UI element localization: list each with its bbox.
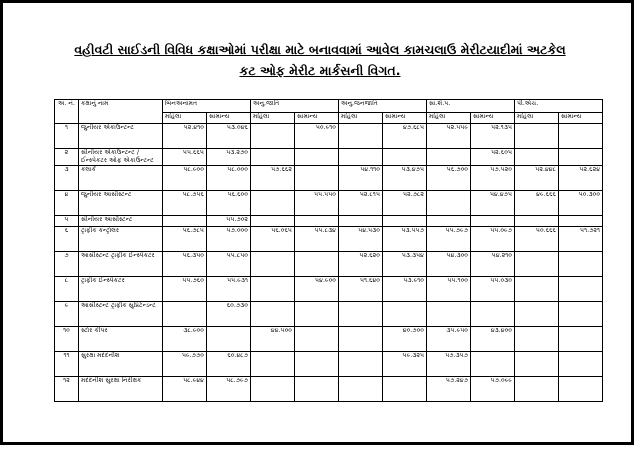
table-row xyxy=(55,377,603,402)
marks-cell xyxy=(295,377,339,402)
marks-cell: ૫૪.૫૩૦ xyxy=(339,227,383,252)
marks-cell xyxy=(471,302,515,327)
post-name-cell: ટ્રાફીક ઈન્સ્પેકટર xyxy=(79,277,163,302)
header-group-ph: પી.એચ. xyxy=(515,100,603,113)
post-name-cell: સુરક્ષા મદદનીશ xyxy=(79,352,163,377)
marks-cell: ૫૬.૦૬૫ xyxy=(251,227,295,252)
marks-cell: ૫૨.૫૫૯ xyxy=(427,124,471,149)
title-line-1: વહીવટી સાઈડની વિવિધ કક્ષાઓમાં પરીક્ષા માટે બનાવવામાં આવેલ કામચલાઉ મેરીટયાદીમાં અટકેલ xyxy=(74,42,566,57)
marks-cell xyxy=(295,252,339,277)
marks-cell: ૫૫.૧૦૦ xyxy=(427,277,471,302)
serial-number-cell: ૨ xyxy=(55,149,79,166)
marks-cell xyxy=(207,327,251,352)
table-row xyxy=(55,302,603,327)
header-group-sc: અનુ.જાતિ xyxy=(251,100,339,113)
header-serial-number: અ. નં. xyxy=(55,100,79,124)
marks-cell xyxy=(251,377,295,402)
marks-cell: ૫૭.૦૯૯ xyxy=(471,377,515,402)
table-row xyxy=(55,327,603,352)
subheader-general: સામાન્ય xyxy=(471,113,515,124)
post-name-cell: આસીસ્ટન્ટ ટ્રાફીક ઈન્સ્પેકટર xyxy=(79,252,163,277)
marks-cell: ૪૯.૬૬૬ xyxy=(515,191,559,216)
marks-cell xyxy=(471,216,515,227)
marks-cell: ૫૨.૧૩૫ xyxy=(471,124,515,149)
marks-cell xyxy=(251,191,295,216)
marks-cell xyxy=(559,327,603,352)
marks-cell: ૫૧.૭૨૧ xyxy=(559,227,603,252)
marks-cell: ૫૪.૧૧૦ xyxy=(339,166,383,191)
marks-cell xyxy=(515,124,559,149)
marks-cell: ૫૦.૬૬૬ xyxy=(515,227,559,252)
table-row xyxy=(55,227,603,252)
marks-cell xyxy=(559,302,603,327)
marks-cell xyxy=(427,216,471,227)
marks-cell xyxy=(339,352,383,377)
marks-cell xyxy=(339,377,383,402)
table-row xyxy=(55,277,603,302)
marks-cell: ૫૮.૦૦૦ xyxy=(207,166,251,191)
serial-number-cell: ૧૨ xyxy=(55,377,79,402)
subheader-female: મહિલા xyxy=(163,113,207,124)
table-row xyxy=(55,216,603,227)
marks-cell: ૫૩.૨૭૦ xyxy=(207,149,251,166)
marks-cell xyxy=(559,149,603,166)
marks-cell xyxy=(559,124,603,149)
marks-cell: ૫૫.૯૩૧ xyxy=(207,277,251,302)
table-row xyxy=(55,124,603,149)
post-name-cell: જુનીયર એકાઉન્ટન્ટ xyxy=(79,124,163,149)
header-group-sebc: સા.શૈ.પ. xyxy=(427,100,515,113)
marks-cell xyxy=(339,302,383,327)
marks-cell xyxy=(559,377,603,402)
marks-cell: ૫૪.૯૦૦ xyxy=(295,277,339,302)
marks-cell: ૫૪.૩૦૦ xyxy=(427,252,471,277)
marks-cell: ૪૦.૭૦૦ xyxy=(383,327,427,352)
marks-cell xyxy=(295,166,339,191)
marks-cell: ૫૨.૪૧૦ xyxy=(163,124,207,149)
marks-cell: ૫૮.૭૫૬ xyxy=(163,191,207,216)
subheader-general: સામાન્ય xyxy=(295,113,339,124)
marks-cell xyxy=(471,352,515,377)
marks-cell xyxy=(295,216,339,227)
marks-cell xyxy=(295,149,339,166)
marks-cell: ૫૮.૭૯૭ xyxy=(207,377,251,402)
marks-cell xyxy=(251,302,295,327)
marks-cell xyxy=(383,377,427,402)
marks-cell: ૫૩.૫૫૭ xyxy=(383,227,427,252)
marks-cell: ૫૭.૫૨૦ xyxy=(471,166,515,191)
marks-cell: ૬૦.૪૮૭ xyxy=(207,352,251,377)
marks-cell xyxy=(339,327,383,352)
marks-cell: ૫૪.૪૭૫ xyxy=(471,191,515,216)
marks-cell: ૪૩.૪૦૦ xyxy=(471,327,515,352)
marks-cell xyxy=(515,352,559,377)
marks-cell: ૩૫.૯૫૦ xyxy=(427,327,471,352)
serial-number-cell: ૭ xyxy=(55,252,79,277)
marks-cell: ૫૪.૨૧૦ xyxy=(471,252,515,277)
serial-number-cell: ૩ xyxy=(55,166,79,191)
marks-cell: ૩૮.૯૦૦ xyxy=(163,327,207,352)
post-name-cell: ટ્રાફીક કન્ટ્રોલર xyxy=(79,227,163,252)
marks-cell: ૫૬.૭૦૦ xyxy=(427,166,471,191)
marks-cell xyxy=(163,216,207,227)
marks-cell: ૬૦.૭૩૦ xyxy=(207,302,251,327)
marks-cell: ૫૫.૭૦૨ xyxy=(207,216,251,227)
marks-cell xyxy=(559,277,603,302)
marks-cell xyxy=(515,302,559,327)
subheader-general: સામાન્ય xyxy=(559,113,603,124)
marks-cell xyxy=(251,352,295,377)
marks-cell xyxy=(383,302,427,327)
marks-cell: ૫૭.૩૫૭ xyxy=(427,352,471,377)
marks-cell: ૫૭.૦૦૦ xyxy=(207,227,251,252)
marks-cell: ૫૬.૭૮૫ xyxy=(163,227,207,252)
post-name-cell: કલાર્ક xyxy=(79,166,163,191)
serial-number-cell: ૪ xyxy=(55,191,79,216)
marks-cell: ૫૩.૯૧૦ xyxy=(383,277,427,302)
document-title xyxy=(13,39,627,81)
subheader-female: મહિલા xyxy=(427,113,471,124)
marks-cell xyxy=(339,149,383,166)
post-name-cell: મદદનીશ સુરક્ષા નિરીક્ષક xyxy=(79,377,163,402)
subheader-general: સામાન્ય xyxy=(383,113,427,124)
marks-cell: ૫૨.૮૧૫ xyxy=(339,191,383,216)
table-header-row xyxy=(55,100,603,113)
marks-cell: ૪૭.૬૮૫ xyxy=(383,124,427,149)
marks-cell: ૫૫.૫૫૦ xyxy=(295,191,339,216)
marks-cell xyxy=(339,124,383,149)
marks-cell: ૫૬.૩૫૦ xyxy=(163,252,207,277)
table-row xyxy=(55,191,603,216)
table-row xyxy=(55,149,603,166)
marks-cell xyxy=(515,327,559,352)
marks-cell xyxy=(295,352,339,377)
header-group-st: અનુ.જનજાતિ xyxy=(339,100,427,113)
marks-cell: ૫૨.૬૨૪ xyxy=(559,166,603,191)
header-post-name: કક્ષાનું નામ xyxy=(79,100,163,124)
post-name-cell: સ્ટોર કીપર xyxy=(79,327,163,352)
serial-number-cell: ૧૧ xyxy=(55,352,79,377)
subheader-female: મહિલા xyxy=(515,113,559,124)
marks-cell: ૫૫.૮૫૦ xyxy=(207,252,251,277)
marks-cell: ૪૪.૫૦૦ xyxy=(251,327,295,352)
marks-cell xyxy=(515,216,559,227)
marks-cell xyxy=(251,216,295,227)
title-line-2: કટ ઓફ મેરીટ માર્કસની વિગત. xyxy=(239,63,401,78)
header-group-general: બિનઅનામત xyxy=(163,100,251,113)
marks-cell: ૫૯.૩૨૫ xyxy=(383,352,427,377)
marks-cell: ૫૬.૬૦૦ xyxy=(207,191,251,216)
post-name-cell: સીનીયર આસીસ્ટન્ટ xyxy=(79,216,163,227)
marks-cell: ૫૫.૦૩૦ xyxy=(471,277,515,302)
marks-cell xyxy=(427,302,471,327)
serial-number-cell: ૬ xyxy=(55,227,79,252)
marks-cell: ૫૭.૨૪૭ xyxy=(427,377,471,402)
post-name-cell: સીનીયર એકાઉન્ટન્ટ / ઈન્સ્પેકટર ઓફ એકાઉન્ટન્ટ xyxy=(79,149,163,166)
marks-cell xyxy=(515,149,559,166)
post-name-cell: જુનીયર આસીસ્ટન્ટ xyxy=(79,191,163,216)
marks-cell xyxy=(515,252,559,277)
marks-cell xyxy=(383,216,427,227)
marks-cell xyxy=(515,277,559,302)
marks-cell xyxy=(251,252,295,277)
serial-number-cell: ૫ xyxy=(55,216,79,227)
marks-cell xyxy=(559,216,603,227)
marks-cell xyxy=(559,352,603,377)
marks-cell xyxy=(251,149,295,166)
marks-cell: ૫૩.૩૫૪ xyxy=(383,252,427,277)
marks-cell: ૫૫.૬૬૫ xyxy=(163,149,207,166)
marks-cell: ૫૨.૪૪૮ xyxy=(515,166,559,191)
marks-cell xyxy=(163,302,207,327)
table-row xyxy=(55,166,603,191)
marks-cell: ૫૫.૭૯૭ xyxy=(427,227,471,252)
marks-cell: ૫૫.૮૩૪ xyxy=(295,227,339,252)
marks-cell: ૫૨.૬૦૫ xyxy=(471,149,515,166)
marks-cell xyxy=(251,277,295,302)
marks-cell: ૫૯.૭૭૦ xyxy=(163,352,207,377)
marks-cell: ૫૨.૭૮૨ xyxy=(383,191,427,216)
cut-off-marks-table xyxy=(54,99,603,402)
table-row xyxy=(55,352,603,377)
subheader-female: મહિલા xyxy=(251,113,295,124)
serial-number-cell: ૧૦ xyxy=(55,327,79,352)
serial-number-cell: ૯ xyxy=(55,302,79,327)
marks-cell: ૫૮.૯૪૪ xyxy=(163,377,207,402)
marks-cell: ૫૭.૬૬૨ xyxy=(251,166,295,191)
marks-cell xyxy=(515,377,559,402)
marks-cell xyxy=(295,327,339,352)
marks-cell xyxy=(383,149,427,166)
marks-cell: ૫૨.૬૨૦ xyxy=(339,252,383,277)
marks-cell: ૫૦.૯૧૦ xyxy=(295,124,339,149)
marks-cell xyxy=(251,124,295,149)
marks-cell: ૫૩.૪૭૫ xyxy=(383,166,427,191)
post-name-cell: આસીસ્ટન્ટ ટ્રાફીક સુપ્રિટેન્ડન્ટ xyxy=(79,302,163,327)
marks-cell: ૫૦.૩૦૦ xyxy=(559,191,603,216)
serial-number-cell: ૧ xyxy=(55,124,79,149)
marks-cell xyxy=(559,252,603,277)
marks-cell xyxy=(427,149,471,166)
marks-cell xyxy=(295,302,339,327)
table-row xyxy=(55,252,603,277)
subheader-general: સામાન્ય xyxy=(207,113,251,124)
marks-cell xyxy=(339,216,383,227)
marks-cell xyxy=(427,191,471,216)
marks-cell: ૫૩.૦૪૬ xyxy=(207,124,251,149)
marks-cell: ૫૫.૦૯૭ xyxy=(471,227,515,252)
subheader-female: મહિલા xyxy=(339,113,383,124)
marks-cell: ૫૮.૯૦૦ xyxy=(163,166,207,191)
serial-number-cell: ૮ xyxy=(55,277,79,302)
marks-cell: ૫૧.૬૪૦ xyxy=(339,277,383,302)
marks-cell: ૫૫.૭૬૦ xyxy=(163,277,207,302)
